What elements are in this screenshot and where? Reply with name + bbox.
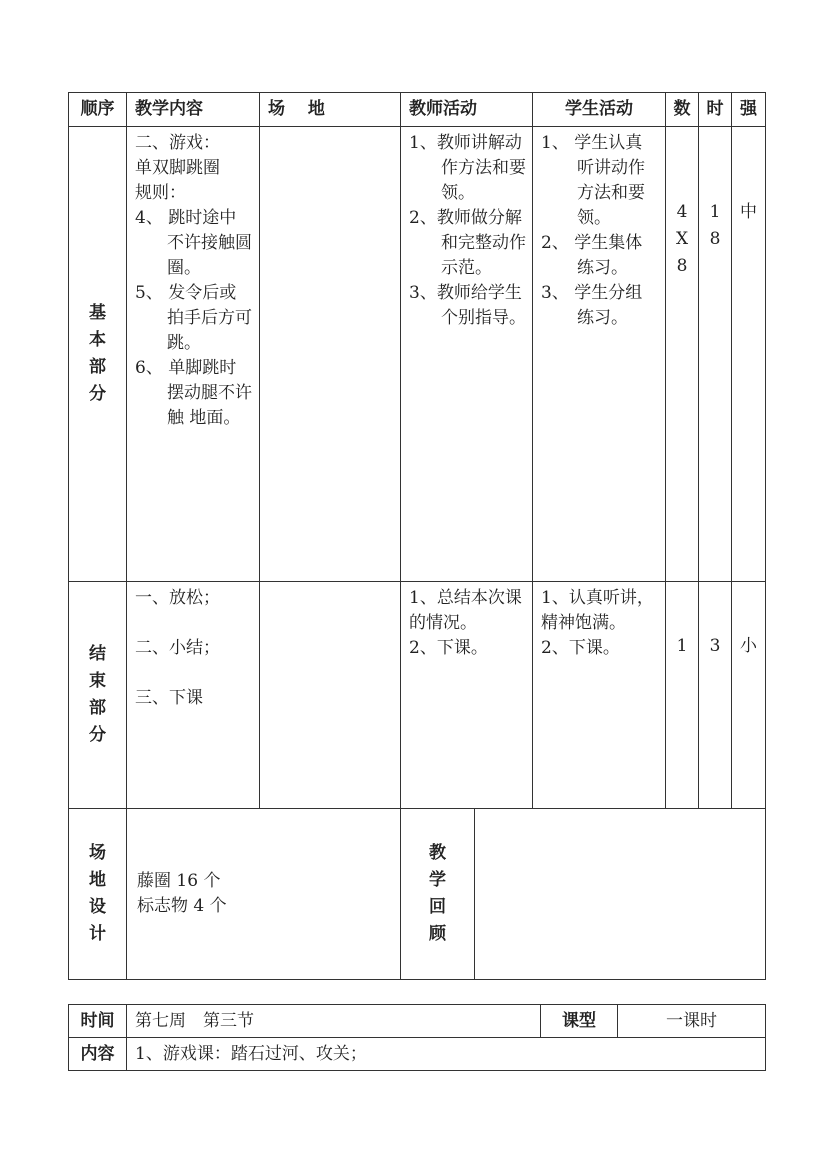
header-time: 时 [699, 93, 732, 127]
content-label: 内容 [69, 1038, 127, 1071]
basic-intensity [732, 127, 766, 582]
header-student: 学生活动 [533, 93, 666, 127]
rule-item: 6、 单脚跳时摆动腿不许 触 地面。 [135, 358, 252, 428]
ending-time: 3 [699, 582, 732, 809]
design-label [69, 809, 127, 980]
header-order: 顺序 [69, 93, 127, 127]
ending-teacher [401, 582, 533, 809]
intensity-char: 中 [740, 202, 757, 222]
content-line: 一、放松； [135, 588, 220, 608]
header-count: 数 [666, 93, 699, 127]
design-row [69, 809, 766, 980]
design-items [127, 809, 401, 980]
type-label: 课型 [541, 1005, 618, 1038]
design-label-char: 设 [89, 897, 106, 917]
teacher-item: 3、教师给学生个别指导。 [409, 283, 526, 328]
time-char: 1 [709, 202, 721, 222]
lesson-table [68, 92, 766, 980]
ending-intensity: 小 [732, 582, 766, 809]
ending-label-char: 分 [89, 725, 106, 745]
design-item: 标志物 4 个 [137, 896, 227, 916]
teacher-item: 1、教师讲解动作方法和要领。 [409, 133, 526, 203]
content-line: 规则： [135, 183, 186, 203]
review-content [475, 809, 765, 979]
content-line: 二、游戏： [135, 133, 220, 153]
basic-count [666, 127, 699, 582]
basic-label-char: 部 [89, 357, 106, 377]
review-label-char: 顾 [429, 924, 446, 944]
ending-student [533, 582, 666, 809]
header-intensity: 强 [732, 93, 766, 127]
time-label: 时间 [69, 1005, 127, 1038]
design-item: 藤圈 16 个 [137, 871, 221, 891]
basic-label-char: 基 [89, 303, 106, 323]
rule-item: 5、 发令后或拍手后方可跳。 [135, 283, 252, 353]
basic-content [127, 127, 260, 582]
header-content: 教学内容 [127, 93, 260, 127]
basic-label-char: 分 [89, 384, 106, 404]
type-value: 一课时 [618, 1005, 766, 1038]
basic-student [533, 127, 666, 582]
review-label [401, 809, 475, 979]
header-venue: 场 地 [260, 93, 401, 127]
ending-label-char: 束 [89, 671, 106, 691]
ending-label-char: 部 [89, 698, 106, 718]
content-line: 三、下课 [135, 688, 203, 708]
design-label-char: 地 [89, 870, 106, 890]
next-lesson-table [68, 1004, 766, 1071]
ending-count: 1 [666, 582, 699, 809]
ending-content [127, 582, 260, 809]
student-item: 1、 学生认真听讲动作方法和要领。 [541, 133, 645, 228]
ending-label-char: 结 [89, 644, 106, 664]
time-char: 8 [709, 229, 721, 249]
ending-venue [260, 582, 401, 809]
ending-label [69, 582, 127, 809]
review-label-char: 教 [429, 843, 446, 863]
basic-label [69, 127, 127, 582]
teacher-item: 2、下课。 [409, 638, 488, 658]
count-char: 4 [676, 202, 688, 222]
basic-teacher [401, 127, 533, 582]
teacher-item: 2、教师做分解和完整动作示范。 [409, 208, 526, 278]
rule-item: 4、 跳时途中不许接触圆圈。 [135, 208, 252, 278]
content-line: 二、小结； [135, 638, 220, 658]
content-line: 单双脚跳圈 [135, 158, 220, 178]
ending-row [69, 582, 766, 809]
next-content-row [69, 1038, 766, 1071]
student-item: 2、下课。 [541, 638, 620, 658]
review-label-char: 学 [429, 870, 446, 890]
basic-row [69, 127, 766, 582]
count-char: 8 [676, 256, 688, 276]
count-char: X [675, 229, 689, 249]
basic-venue [260, 127, 401, 582]
basic-time [699, 127, 732, 582]
header-teacher: 教师活动 [401, 93, 533, 127]
next-time-row [69, 1005, 766, 1038]
student-item: 2、 学生集体练习。 [541, 233, 643, 278]
student-item: 1、认真听讲，精神饱满。 [541, 588, 654, 633]
student-item: 3、 学生分组练习。 [541, 283, 643, 328]
basic-label-char: 本 [89, 330, 106, 350]
time-value: 第七周 第三节 [127, 1005, 541, 1038]
content-value: 1、游戏课：踏石过河、攻关； [127, 1038, 766, 1071]
teacher-item: 1、总结本次课的情况。 [409, 588, 522, 633]
review-area [401, 809, 766, 980]
design-label-char: 场 [89, 843, 106, 863]
design-label-char: 计 [89, 924, 106, 944]
header-row [69, 93, 766, 127]
review-label-char: 回 [429, 897, 446, 917]
